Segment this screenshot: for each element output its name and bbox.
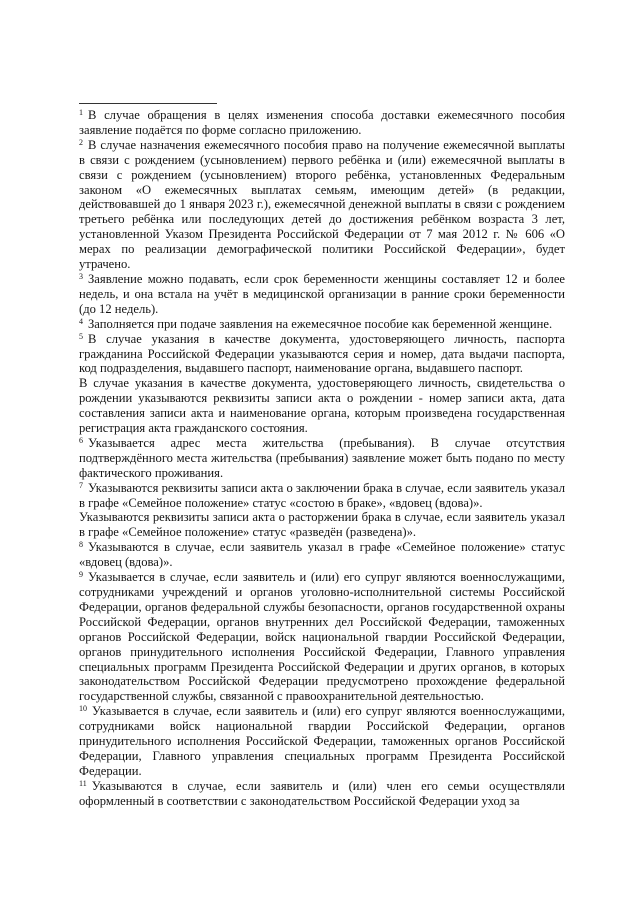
footnote-number: 9	[79, 570, 83, 580]
footnote-8	[79, 540, 565, 570]
footnote-text: В случае указания в качестве документа, удостоверяющего личность, паспорта гражданина Российской Федерации указываются серия и номер, дата выдачи паспорта, код подразделения, выдавшего паспорт, наименование органа, выдавшего паспорт.	[79, 331, 565, 376]
footnote-list	[79, 108, 565, 809]
footnote-text: Заполняется при подаче заявления на ежемесячное пособие как беременной женщине.	[88, 316, 553, 331]
footnote-number: 1	[79, 108, 83, 117]
footnote-2	[79, 138, 565, 272]
footnote-text: Указывается в случае, если заявитель и (или) его супруг являются военнослужащими, сотрудниками войск национальной гвардии Российской Федерации, органов принудительного исполнения Российской Федерации, таможенных органов Российской Федерации, Главного управления специальных программ Президента Российской Федерации.	[79, 704, 565, 778]
footnote-text: Указываются реквизиты записи акта о заключении брака в случае, если заявитель указал в графе «Семейное положение» статус «состою в браке», «вдовец (вдова)».	[79, 480, 565, 510]
footnote-text: В случае назначения ежемесячного пособия право на получение ежемесячной выплаты в связи с рождением (усыновлением) первого ребёнка и (или) ежемесячной выплаты в связи с рождением (усыновлением) второго ребёнка, установленных Федеральным законом «О ежемесячных выплатах семьям, имеющим детей» (в редакции, действовавшей до 1 января 2023 г.), ежемесячной денежной выплаты в связи с рождением третьего ребёнка или последующих детей до достижения ребёнком возраста 3 лет, установленной Указом Президента Российской Федерации от 7 мая 2012 г. № 606 «О мерах по реализации демографической политики Российской Федерации», будет утрачено.	[79, 137, 565, 272]
footnote-7	[79, 481, 565, 541]
footnote-number: 4	[79, 316, 83, 326]
footnote-1	[79, 108, 565, 138]
footnote-number: 8	[79, 540, 83, 550]
footnote-text: Указываются в случае, если заявитель указал в графе «Семейное положение» статус «вдовец (вдова)».	[79, 540, 565, 570]
footnote-number: 10	[79, 704, 87, 714]
footnote-10	[79, 704, 565, 779]
footnote-number: 6	[79, 435, 83, 445]
footnote-11	[79, 779, 565, 809]
footnote-6	[79, 436, 565, 481]
footnote-text: Указываются в случае, если заявитель и (или) член его семьи осуществляли оформленный в соответствии с законодательством Российской Федерации уход за	[79, 778, 565, 808]
footnote-text: Указывается адрес места жительства (пребывания). В случае отсутствия подтверждённого места жительства (пребывания) заявление может быть подано по месту фактического проживания.	[79, 435, 565, 480]
footnote-number: 7	[79, 480, 83, 490]
footnote-number: 3	[79, 271, 83, 281]
footnote-3	[79, 272, 565, 317]
footnote-text: Указываются реквизиты записи акта о расторжении брака в случае, если заявитель указал в графе «Семейное положение» статус «разведён (разведена)».	[79, 510, 565, 540]
footnote-text: В случае обращения в целях изменения способа доставки ежемесячного пособия заявление подаётся по форме согласно приложению.	[79, 108, 565, 137]
footnote-4	[79, 317, 565, 332]
footnote-text: Заявление можно подавать, если срок беременности женщины составляет 12 и более недель, и она встала на учёт в медицинской организации в ранние сроки беременности (до 12 недель).	[79, 271, 565, 316]
footnote-separator	[79, 103, 217, 104]
footnote-9	[79, 570, 565, 704]
footnotes-section	[79, 103, 565, 809]
footnote-text: В случае указания в качестве документа, удостоверяющего личность, свидетельства о рождении указываются реквизиты записи акта о рождении - номер записи акта, дата составления записи акта и наименование органа, которым произведена государственная регистрация акта гражданского состояния.	[79, 376, 565, 436]
footnote-text: Указывается в случае, если заявитель и (или) его супруг являются военнослужащими, сотрудниками учреждений и органов уголовно-исполнительной системы Российской Федерации, органов федеральной службы безопасности, органов государственной охраны Российской Федерации, органов внутренних дел Российской Федерации, таможенных органов Российской Федерации, войск национальной гвардии Российской Федерации, органов принудительного исполнения Российской Федерации, Главного управления специальных программ Президента Российской Федерации и других органов, в которых законодательством Российской Федерации предусмотрено прохождение федеральной государственной службы, связанной с правоохранительной деятельностью.	[79, 570, 565, 704]
footnote-5	[79, 332, 565, 436]
footnote-number: 11	[79, 778, 87, 788]
footnote-number: 5	[79, 331, 83, 341]
footnote-number: 2	[79, 137, 83, 147]
